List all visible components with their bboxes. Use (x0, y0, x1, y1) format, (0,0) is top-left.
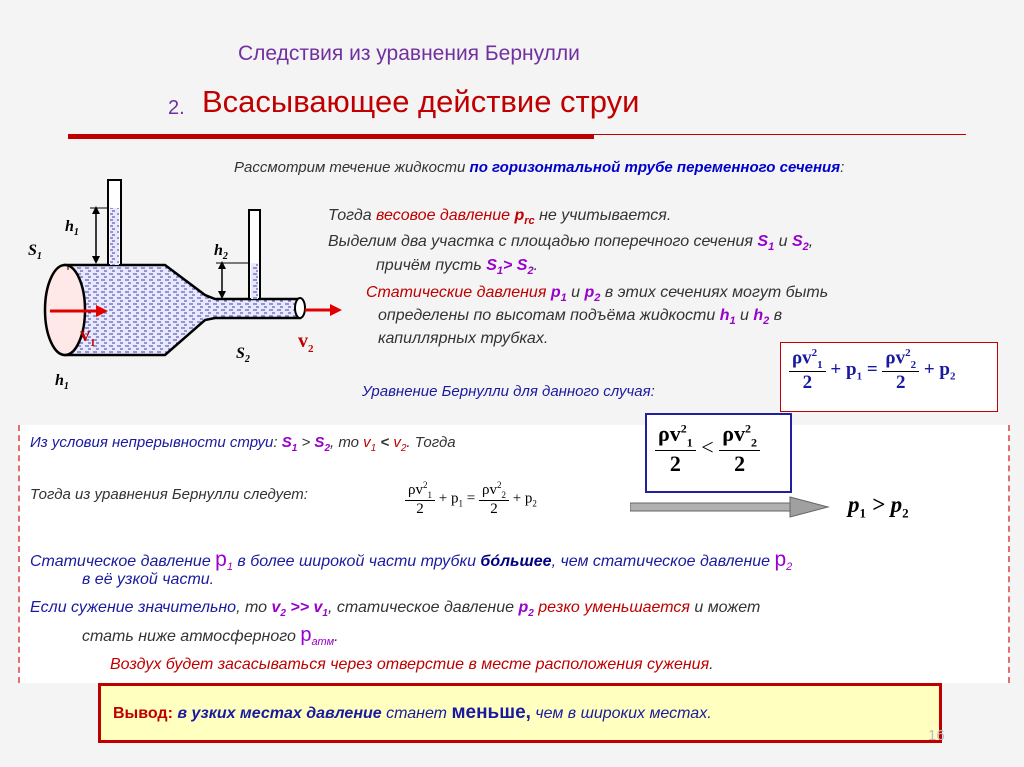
page-title: Всасывающее действие струи (202, 84, 640, 119)
page-number: 16 (928, 727, 945, 744)
result-inequality: $p_1 > p_2$ (848, 492, 909, 521)
follows-equation: $\frac{\rho v^2_1}{2}$ + $p_1$ = $\frac{\rho v^2_2}{2}$ + $p_2$ (405, 480, 537, 518)
h1-label-top: $h_1$ (65, 218, 79, 239)
result-arrow (630, 495, 830, 519)
static-pressure-text: Статическое давление $p_1$ в более широкой части трубки бóльшее, чем статическое давление $p_2$ (30, 548, 793, 574)
s2-label: $S_2$ (236, 345, 250, 366)
subtitle: Следствия из уравнения Бернулли (238, 42, 580, 65)
bernoulli-equation-box (780, 342, 998, 412)
bernoulli-label: Уравнение Бернулли для данного случая: (362, 383, 655, 400)
velocity-inequality-box (645, 413, 792, 493)
point-sections: Выделим два участка с площадью поперечного сечения $S_1$ и $S_2$, (328, 233, 814, 254)
conclusion-text: Вывод: в узких местах давление станет меньше, чем в широких местах. (113, 702, 712, 723)
h2-label: $h_2$ (214, 242, 228, 263)
bernoulli-equation: $\frac{\rho v^2_1}{2}$ + $p_1$ = $\frac{\rho v^2_2}{2}$ + $p_2$ (789, 347, 955, 394)
continuity-text: Из условия непрерывности струи: $S_1 > S_2$, то $v_1 < v_2$. Тогда (30, 434, 456, 454)
title-rule (594, 134, 966, 135)
v2-label: $v_2$ (298, 330, 314, 355)
conclusion-box (98, 683, 942, 743)
point-weight-pressure: Тогда весовое давление $p_{rc}$ не учитывается. (328, 207, 672, 228)
pipe-diagram (20, 170, 360, 395)
s1-label: $S_1$ (28, 242, 42, 263)
v1-label: $v_1$ (80, 324, 96, 349)
intro-text: Рассмотрим течение жидкости по горизонтальной трубе переменного сечения: (234, 159, 845, 176)
static-pressure-line2: в её узкой части. (82, 571, 215, 588)
point-static-pressures: Статические давления $p_1$ и $p_2$ в этих сечениях могут быть (366, 284, 829, 305)
narrowing-line2: стать ниже атмосферного $p_{атм}$. (82, 624, 339, 649)
h1-label-bottom: $h_1$ (55, 372, 69, 393)
velocity-inequality: $\frac{\rho v^2_1}{2}$ < $\frac{\rho v^2_2}{2}$ (655, 421, 760, 477)
narrowing-text: Если сужение значительно, то $v_2 >> v_1$, статическое давление $p_2$ резко уменьшается и может (30, 599, 761, 620)
point-static-pressures-line3: капиллярных трубках. (378, 330, 549, 347)
air-suction-text: Воздух будет засасываться через отверстие в месте расположения сужения. (110, 656, 714, 673)
point-sections-line2: причём пусть $S_1> S_2$. (376, 257, 539, 278)
point-static-pressures-line2: определены по высотам подъёма жидкости $h_1$ и $h_2$ в (378, 307, 783, 328)
follows-label: Тогда из уравнения Бернулли следует: (30, 486, 308, 503)
section-number: 2. (168, 97, 185, 119)
title-underline (68, 134, 594, 139)
